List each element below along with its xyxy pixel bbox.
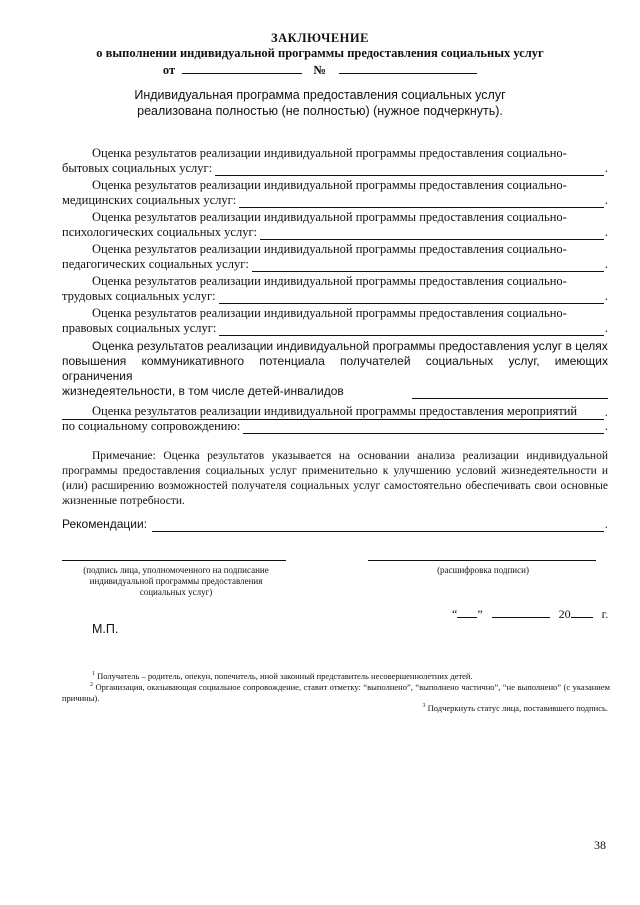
assessment-household: Оценка результатов реализации индивидуальной программы предоставления социально- бытовых социальных услуг: . bbox=[62, 146, 608, 175]
assessment-labor: Оценка результатов реализации индивидуальной программы предоставления социально- трудовых социальных услуг: . bbox=[62, 274, 608, 303]
page-number: 38 bbox=[594, 838, 606, 852]
date-open-quote: “ bbox=[452, 607, 458, 621]
assessment-legal-field[interactable] bbox=[219, 324, 604, 336]
signature-decoding-label: (расшифровка подписи) bbox=[437, 565, 529, 575]
assessment-labor-field[interactable] bbox=[219, 292, 604, 304]
signature-decoding-line[interactable] bbox=[368, 560, 596, 561]
assessment-text: Оценка результатов реализации индивидуальной программы предоставления мероприятий bbox=[92, 404, 578, 418]
assessment-text: повышения коммуникативного потенциала получателей социальных услуг, имеющих ограничения bbox=[62, 354, 608, 383]
date-close-quote: ” bbox=[477, 607, 483, 621]
implementation-line-1: Индивидуальная программа предоставления социальных услуг bbox=[134, 88, 506, 102]
document-title: ЗАКЛЮЧЕНИЕ bbox=[271, 31, 369, 45]
assessment-label: педагогических социальных услуг: bbox=[62, 257, 249, 271]
recommendations-field[interactable] bbox=[152, 520, 604, 532]
assessment-psychological: Оценка результатов реализации индивидуальной программы предоставления социально- психологических социальных услуг: . bbox=[62, 210, 608, 239]
assessment-text: Оценка результатов реализации индивидуальной программы предоставления социально- bbox=[92, 242, 567, 256]
date-year-suffix: г. bbox=[601, 607, 609, 621]
assessment-medical-field[interactable] bbox=[239, 196, 604, 208]
assessment-psychological-field[interactable] bbox=[260, 228, 604, 240]
footnote-3 bbox=[380, 701, 608, 714]
assessment-escort-field[interactable] bbox=[243, 422, 604, 434]
assessment-household-field[interactable] bbox=[215, 164, 604, 176]
assessment-legal: Оценка результатов реализации индивидуальной программы предоставления социально- правовых социальных услуг: . bbox=[62, 306, 608, 335]
assessment-text: Оценка результатов реализации индивидуальной программы предоставления социально- bbox=[92, 146, 567, 160]
stamp-place-label: М.П. bbox=[92, 622, 119, 636]
assessment-communicative: Оценка результатов реализации индивидуальной программы предоставления услуг в целях повышения коммуникативного потенциала получателей социальных услуг, имеющих ограничения жизнедеятельности, в том числе детей-инвалидов . bbox=[62, 339, 608, 419]
assessment-label: правовых социальных услуг: bbox=[62, 321, 217, 335]
assessment-label: по социальному сопровождению: bbox=[62, 419, 241, 433]
number-label: № bbox=[313, 63, 326, 77]
date-year-field[interactable] bbox=[571, 606, 593, 618]
assessment-text: Оценка результатов реализации индивидуальной программы предоставления социально- bbox=[92, 210, 567, 224]
date-month-field[interactable] bbox=[492, 606, 550, 618]
date-year-prefix: 20 bbox=[558, 607, 571, 621]
signature-label: (подпись лица, уполномоченного на подписание индивидуальной программы предоставления социальных услуг) bbox=[83, 565, 269, 597]
note-paragraph: Примечание: Оценка результатов указывается на основании анализа реализации индивидуальной программы предоставления социальных услуг применительно к улучшению условий жизнедеятельности и (или) расширению возможностей получателя социальных услуг самостоятельно обеспечивать свои основные жизненные потребности. bbox=[62, 450, 608, 507]
assessment-text: Оценка результатов реализации индивидуальной программы предоставления социально- bbox=[92, 306, 567, 320]
assessment-label: психологических социальных услуг: bbox=[62, 225, 258, 239]
footnote-mark: 1 bbox=[92, 671, 95, 677]
date-field[interactable] bbox=[182, 62, 302, 74]
footnote-mark: 2 bbox=[90, 682, 93, 688]
footnote-text: Подчеркнуть статус лица, поставившего подпись. bbox=[427, 702, 608, 713]
date-number-line bbox=[0, 62, 640, 78]
date-day-field[interactable] bbox=[457, 606, 477, 618]
assessment-medical: Оценка результатов реализации индивидуальной программы предоставления социально- медицинских социальных услуг: . bbox=[62, 178, 608, 207]
footnote-mark: 3 bbox=[422, 703, 426, 709]
number-field[interactable] bbox=[339, 62, 477, 74]
assessment-text: Оценка результатов реализации индивидуальной программы предоставления социально- bbox=[92, 274, 567, 288]
signature-line[interactable] bbox=[62, 560, 286, 561]
assessment-label: медицинских социальных услуг: bbox=[62, 193, 237, 207]
assessment-label: жизнедеятельности, в том числе детей-инвалидов bbox=[62, 384, 344, 398]
assessment-pedagogical-field[interactable] bbox=[252, 260, 604, 272]
assessment-text: Оценка результатов реализации индивидуальной программы предоставления услуг в целях bbox=[92, 339, 608, 353]
assessment-label: трудовых социальных услуг: bbox=[62, 289, 216, 303]
from-label: от bbox=[162, 63, 176, 77]
footnote-text: Организация, оказывающая социальное сопровождение, ставит отметку: “выполнено”, “выполнено частично”, “не выполнено” (с указанием причины). bbox=[62, 681, 610, 703]
assessment-escort: Оценка результатов реализации индивидуальной программы предоставления мероприятий по социальному сопровождению: . bbox=[62, 404, 608, 433]
recommendations-label: Рекомендации: bbox=[62, 517, 148, 531]
document-subtitle: о выполнении индивидуальной программы предоставления социальных услуг bbox=[96, 46, 544, 60]
assessment-label: бытовых социальных услуг: bbox=[62, 161, 213, 175]
assessment-pedagogical: Оценка результатов реализации индивидуальной программы предоставления социально- педагогических социальных услуг: . bbox=[62, 242, 608, 271]
recommendations: Рекомендации: . bbox=[62, 517, 608, 531]
assessment-text: Оценка результатов реализации индивидуальной программы предоставления социально- bbox=[92, 178, 567, 192]
implementation-status bbox=[0, 87, 640, 119]
footnote-text: Получатель – родитель, опекун, попечитель, иной законный представитель несовершеннолетних детей. bbox=[97, 670, 473, 681]
implementation-line-2: реализована полностью (не полностью) (нужное подчеркнуть). bbox=[137, 104, 503, 118]
signature-date bbox=[452, 606, 608, 622]
assessment-communicative-field[interactable] bbox=[412, 387, 608, 399]
